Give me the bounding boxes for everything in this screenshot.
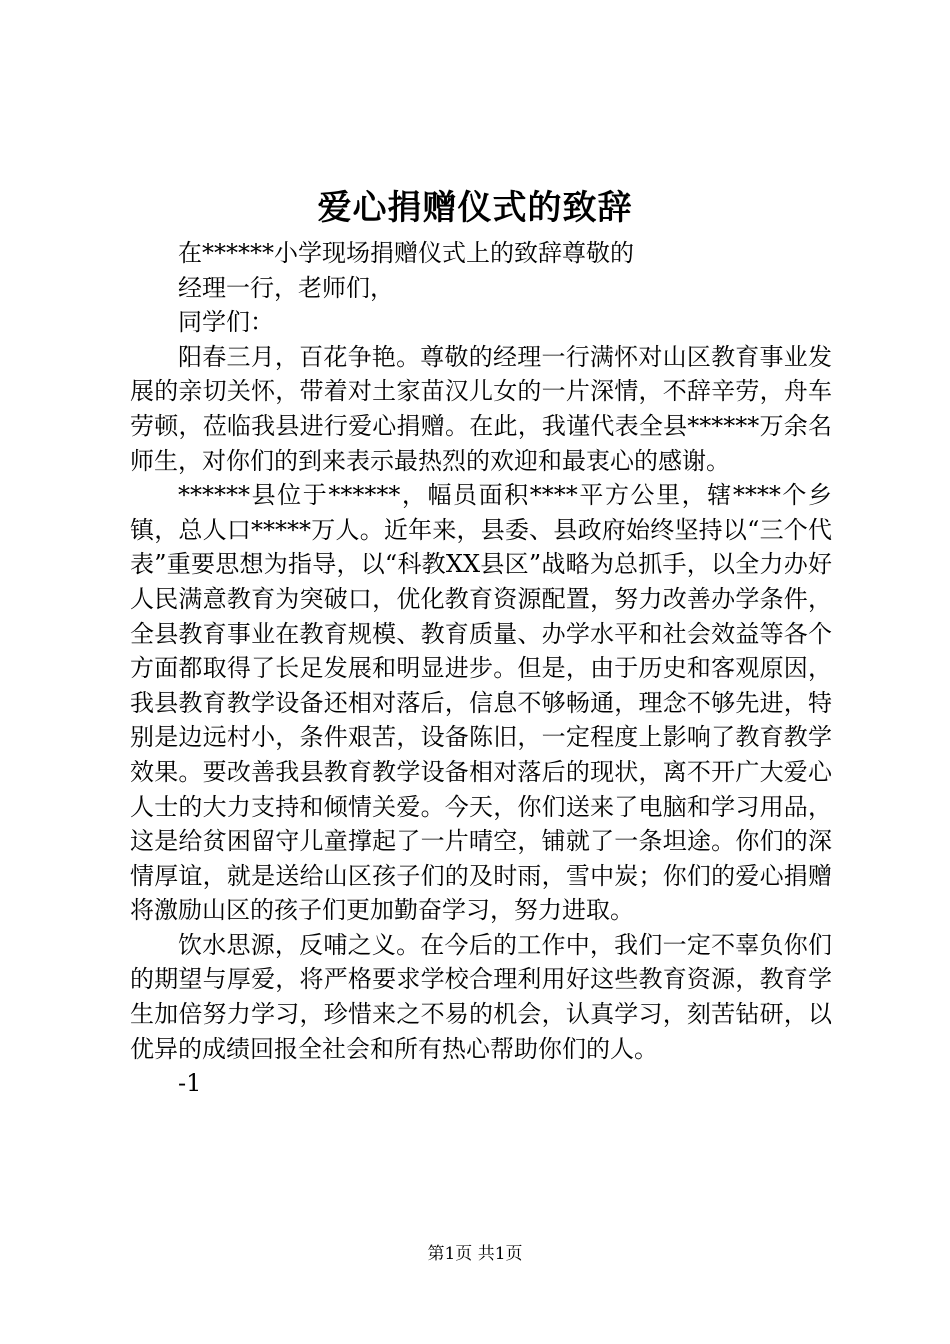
salutation-line-1: 在******小学现场捐赠仪式上的致辞尊敬的 — [178, 239, 634, 267]
paragraph-commitment: 饮水思源，反哺之义。在今后的工作中，我们一定不辜负你们的期望与厚爱，将严格要求学校合理利用好这些教育资源，教育学生加倍努力学习，珍惜来之不易的机会，认真学习，刻苦钻研，以优异的成绩回报全社会和所有热心帮助你们的人。 — [130, 930, 832, 1063]
paragraph-welcome: 阳春三月，百花争艳。尊敬的经理一行满怀对山区教育事业发展的亲切关怀，带着对土家苗汉儿女的一片深情，不辞辛劳，舟车劳顿，莅临我县进行爱心捐赠。在此，我谨代表全县******万余名师生，对你们的到来表示最热烈的欢迎和最衷心的感谢。 — [130, 342, 832, 475]
salutation-line-3: 同学们： — [178, 308, 274, 337]
document-body — [130, 236, 832, 1101]
page-footer: 第1页 共1页 — [427, 1244, 523, 1264]
salutation-line-2: 经理一行，老师们， — [178, 273, 394, 302]
document-title: 爱心捐赠仪式的致辞 — [317, 188, 633, 228]
page-marker: -1 — [178, 1069, 202, 1098]
paragraph-county-education: ******县位于******，幅员面积****平方公里，辖****个乡镇，总人口*****万人。近年来，县委、县政府始终坚持以“三个代表”重要思想为指导，以“科教XX县区”战略为总抓手，以全力办好人民满意教育为突破口，优化教育资源配置，努力改善办学条件，全县教育事业在教育规模、教育质量、办学水平和社会效益等各个方面都取得了长足发展和明显进步。但是，由于历史和客观原因，我县教育教学设备还相对落后，信息不够畅通，理念不够先进，特别是边远村小，条件艰苦，设备陈旧，一定程度上影响了教育教学效果。要改善我县教育教学设备相对落后的现状，离不开广大爱心人士的大力支持和倾情关爱。今天，你们送来了电脑和学习用品，这是给贫困留守儿童撑起了一片晴空，铺就了一条坦途。你们的深情厚谊，就是送给山区孩子们的及时雨，雪中炭；你们的爱心捐赠将激励山区的孩子们更加勤奋学习，努力进取。 — [130, 481, 832, 925]
